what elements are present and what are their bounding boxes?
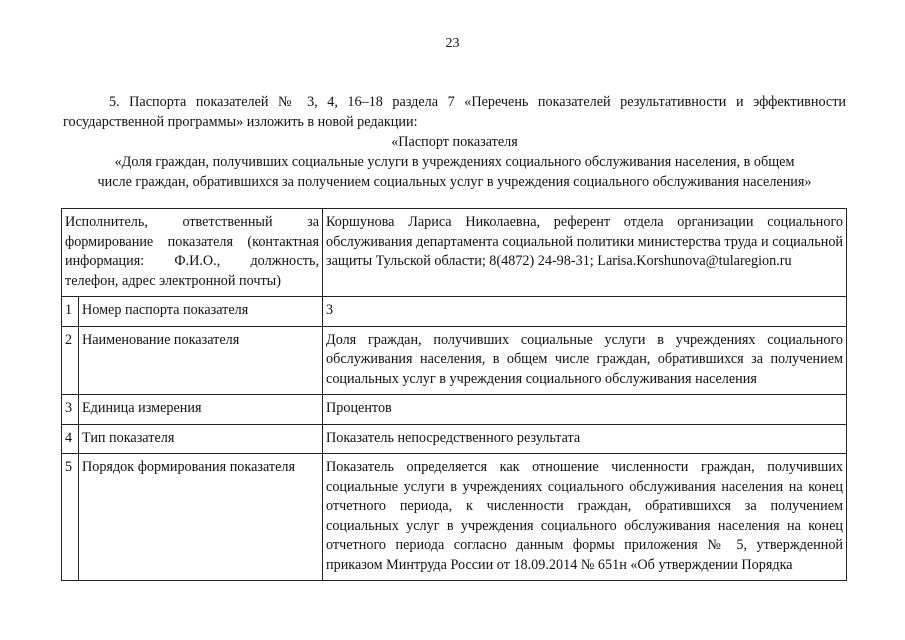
row-value: Показатель определяется как отношение численности граждан, получивших социальные услуги в учреждениях социального обслуживания населения на конец отчетного периода, к численности граждан, обратившихся за получением социальных услуг в учреждения социального обслуживания населения на конец отчетного периода согласно данным формы приложения № 5, утвержденной приказом Минтруда России от 18.09.2014 № 651н «Об утверждении Порядка	[323, 454, 847, 581]
passport-title: «Паспорт показателя	[391, 134, 518, 150]
indicator-title-line-2: числе граждан, обратившихся за получением социальных услуг в учреждения социального обслуживания населения»	[97, 174, 812, 190]
table-header-row	[62, 209, 847, 297]
row-number: 2	[62, 326, 79, 395]
passport-table	[61, 208, 847, 581]
row-value: Процентов	[323, 395, 847, 425]
row-label: Единица измерения	[79, 395, 323, 425]
table-row	[62, 326, 847, 395]
row-value: 3	[323, 297, 847, 327]
table-row	[62, 395, 847, 425]
row-number: 3	[62, 395, 79, 425]
executor-label: Исполнитель, ответственный за формирование показателя (контактная информация: Ф.И.О., должность, телефон, адрес электронной почты)	[62, 209, 323, 297]
row-number: 5	[62, 454, 79, 581]
row-label: Номер паспорта показателя	[79, 297, 323, 327]
table-row	[62, 454, 847, 581]
page-number: 23	[445, 36, 460, 51]
row-number: 1	[62, 297, 79, 327]
executor-value: Коршунова Лариса Николаевна, референт отдела организации социального обслуживания департамента социальной политики министерства труда и социальной защиты Тульской области; 8(4872) 24-98-31; Larisa.Korshunova@tularegion.ru	[323, 209, 847, 297]
row-label: Наименование показателя	[79, 326, 323, 395]
intro-paragraph: 5. Паспорта показателей № 3, 4, 16–18 раздела 7 «Перечень показателей результативности и эффективности государственной программы» изложить в новой редакции:	[63, 94, 846, 130]
row-label: Тип показателя	[79, 424, 323, 454]
table-row	[62, 297, 847, 327]
table-row	[62, 424, 847, 454]
row-label: Порядок формирования показателя	[79, 454, 323, 581]
indicator-title-line-1: «Доля граждан, получивших социальные услуги в учреждениях социального обслуживания населения, в общем	[114, 154, 795, 170]
row-number: 4	[62, 424, 79, 454]
row-value: Доля граждан, получивших социальные услуги в учреждениях социального обслуживания населения, в общем числе граждан, обратившихся за получением социальных услуг в учреждения социального обслуживания населения	[323, 326, 847, 395]
row-value: Показатель непосредственного результата	[323, 424, 847, 454]
intro-block	[63, 92, 846, 192]
